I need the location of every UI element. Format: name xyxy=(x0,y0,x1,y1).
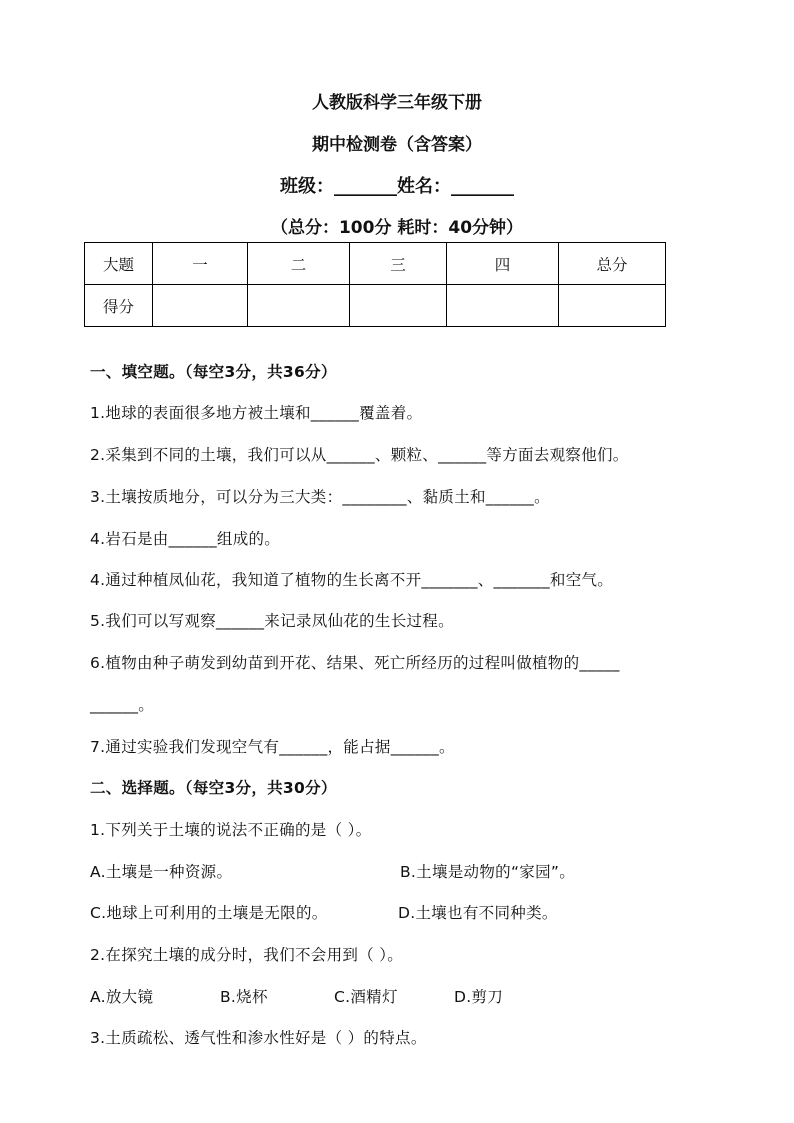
score-cell xyxy=(447,285,559,327)
table-header-cell: 四 xyxy=(447,243,559,285)
score-table-header-row xyxy=(85,243,666,285)
question-item: 4.岩石是由______组成的。 xyxy=(90,530,281,548)
choice-question-stem: 3.土质疏松、透气性和渗水性好是（ ）的特点。 xyxy=(90,1029,427,1047)
choice-option-c: C.酒精灯 xyxy=(334,988,398,1006)
score-cell xyxy=(153,285,248,327)
choice-option-d: D.土壤也有不同种类。 xyxy=(398,904,558,922)
question-item: 2.采集到不同的土壤，我们可以从______、颗粒、______等方面去观察他们。 xyxy=(90,446,629,464)
score-table xyxy=(84,242,666,327)
section-heading-multiple-choice: 二、选择题。（每空3分，共30分） xyxy=(90,779,337,797)
score-cell xyxy=(248,285,350,327)
choice-option-c: C.地球上可利用的土壤是无限的。 xyxy=(90,904,328,922)
table-header-cell: 大题 xyxy=(85,243,153,285)
choice-option-a: A.土壤是一种资源。 xyxy=(90,863,233,881)
question-item: 5.我们可以写观察______来记录凤仙花的生长过程。 xyxy=(90,612,454,630)
table-header-cell: 三 xyxy=(350,243,447,285)
score-cell xyxy=(559,285,666,327)
question-item: 4.通过种植凤仙花，我知道了植物的生长离不开_______、_______和空气。 xyxy=(90,571,614,589)
choice-question-stem: 1.下列关于土壤的说法不正确的是（ ）。 xyxy=(90,821,372,839)
question-item-continued: ______。 xyxy=(90,696,155,714)
page-subtitle: 期中检测卷（含答案） xyxy=(312,135,482,155)
table-header-cell: 二 xyxy=(248,243,350,285)
table-header-cell: 总分 xyxy=(559,243,666,285)
page-title: 人教版科学三年级下册 xyxy=(312,93,482,113)
choice-question-stem: 2.在探究土壤的成分时，我们不会用到（ ）。 xyxy=(90,946,404,964)
score-table-row xyxy=(85,285,666,327)
table-header-cell: 一 xyxy=(153,243,248,285)
choice-option-d: D.剪刀 xyxy=(454,988,504,1006)
section-heading-fill-in: 一、填空题。（每空3分，共36分） xyxy=(90,363,337,381)
question-item: 1.地球的表面很多地方被土壤和______覆盖着。 xyxy=(90,404,423,422)
score-info: （总分：100分 耗时：40分钟） xyxy=(270,218,524,238)
choice-option-b: B.土壤是动物的“家园”。 xyxy=(400,863,576,881)
question-item: 7.通过实验我们发现空气有______，能占据______。 xyxy=(90,738,455,756)
question-item: 3.土壤按质地分，可以分为三大类：________、黏质土和______。 xyxy=(90,488,550,506)
score-row-label: 得分 xyxy=(85,285,153,327)
choice-option-a: A.放大镜 xyxy=(90,988,154,1006)
class-name-line: 班级：_______姓名：_______ xyxy=(280,176,514,197)
choice-option-b: B.烧杯 xyxy=(220,988,268,1006)
question-item: 6.植物由种子萌发到幼苗到开花、结果、死亡所经历的过程叫做植物的_____ xyxy=(90,654,620,672)
score-cell xyxy=(350,285,447,327)
